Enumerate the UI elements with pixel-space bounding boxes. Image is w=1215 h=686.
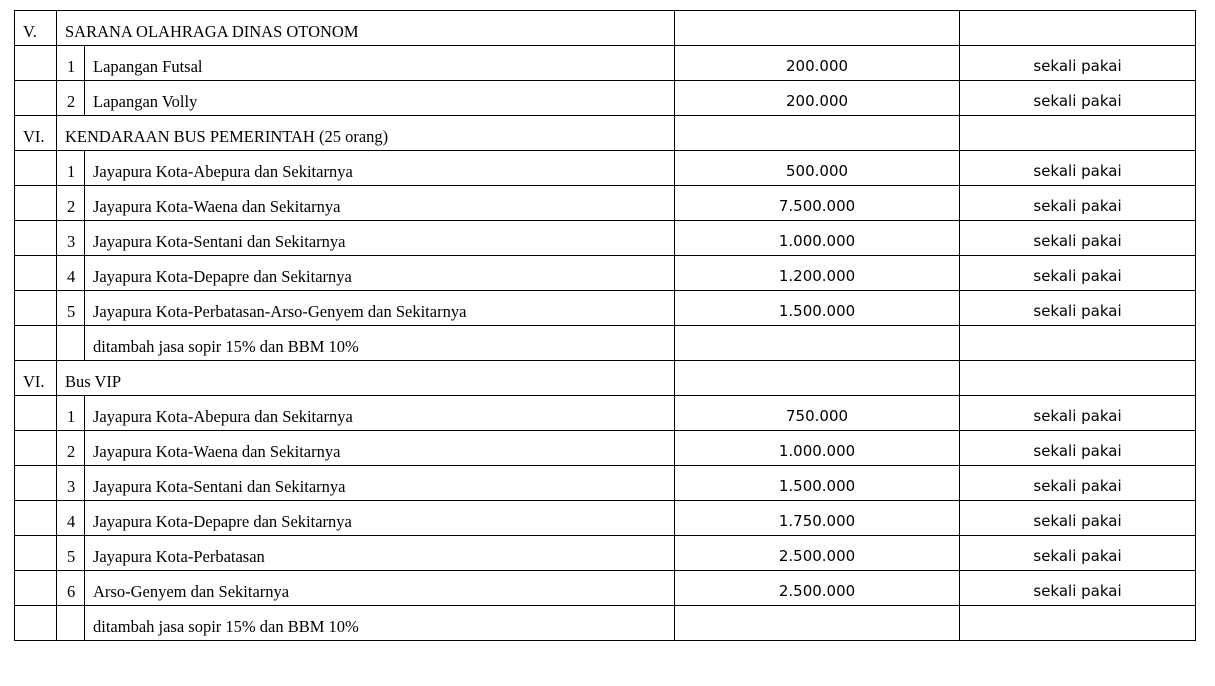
item-description: Arso-Genyem dan Sekitarnya (85, 571, 675, 606)
note-cell (960, 116, 1196, 151)
blank-cell (15, 536, 57, 571)
section-header-row (15, 361, 1196, 396)
item-note: sekali pakai (960, 46, 1196, 81)
item-description: Jayapura Kota-Waena dan Sekitarnya (85, 186, 675, 221)
item-amount: 7.500.000 (675, 186, 960, 221)
table-row (15, 186, 1196, 221)
item-note (960, 606, 1196, 641)
item-number (57, 326, 85, 361)
item-description: Jayapura Kota-Depapre dan Sekitarnya (85, 256, 675, 291)
blank-cell (15, 326, 57, 361)
item-note: sekali pakai (960, 466, 1196, 501)
item-note: sekali pakai (960, 571, 1196, 606)
section-number: VI. (15, 116, 57, 151)
item-amount: 1.750.000 (675, 501, 960, 536)
section-header-row (15, 11, 1196, 46)
section-number: V. (15, 11, 57, 46)
item-number: 2 (57, 186, 85, 221)
tariff-table (14, 10, 1196, 641)
note-cell (960, 361, 1196, 396)
item-number: 4 (57, 501, 85, 536)
item-amount: 1.200.000 (675, 256, 960, 291)
item-description: Jayapura Kota-Abepura dan Sekitarnya (85, 396, 675, 431)
item-amount: 750.000 (675, 396, 960, 431)
blank-cell (15, 151, 57, 186)
item-note: sekali pakai (960, 151, 1196, 186)
item-description: Jayapura Kota-Perbatasan (85, 536, 675, 571)
item-note: sekali pakai (960, 221, 1196, 256)
item-note: sekali pakai (960, 256, 1196, 291)
item-description: Jayapura Kota-Sentani dan Sekitarnya (85, 221, 675, 256)
blank-cell (15, 221, 57, 256)
blank-cell (15, 606, 57, 641)
item-amount: 1.000.000 (675, 221, 960, 256)
blank-cell (15, 466, 57, 501)
section-number: VI. (15, 361, 57, 396)
blank-cell (15, 431, 57, 466)
amount-cell (675, 116, 960, 151)
table-row (15, 256, 1196, 291)
note-cell (960, 11, 1196, 46)
item-note: sekali pakai (960, 291, 1196, 326)
item-number: 1 (57, 46, 85, 81)
item-note (960, 326, 1196, 361)
section-header-row (15, 116, 1196, 151)
blank-cell (15, 81, 57, 116)
item-note: sekali pakai (960, 501, 1196, 536)
footnote-row (15, 326, 1196, 361)
item-amount (675, 326, 960, 361)
item-number: 5 (57, 291, 85, 326)
blank-cell (15, 256, 57, 291)
item-description: Jayapura Kota-Perbatasan-Arso-Genyem dan Sekitarnya (85, 291, 675, 326)
item-amount: 1.000.000 (675, 431, 960, 466)
section-title: SARANA OLAHRAGA DINAS OTONOM (57, 11, 675, 46)
item-note: sekali pakai (960, 536, 1196, 571)
item-number (57, 606, 85, 641)
item-number: 3 (57, 466, 85, 501)
item-amount (675, 606, 960, 641)
item-description: Jayapura Kota-Waena dan Sekitarnya (85, 431, 675, 466)
table-row (15, 151, 1196, 186)
section-title: Bus VIP (57, 361, 675, 396)
item-note: sekali pakai (960, 81, 1196, 116)
item-number: 2 (57, 81, 85, 116)
footnote-text: ditambah jasa sopir 15% dan BBM 10% (85, 606, 675, 641)
item-description: Jayapura Kota-Depapre dan Sekitarnya (85, 501, 675, 536)
blank-cell (15, 291, 57, 326)
item-number: 6 (57, 571, 85, 606)
blank-cell (15, 396, 57, 431)
table-row (15, 431, 1196, 466)
item-description: Jayapura Kota-Sentani dan Sekitarnya (85, 466, 675, 501)
item-amount: 2.500.000 (675, 536, 960, 571)
item-note: sekali pakai (960, 431, 1196, 466)
table-row (15, 536, 1196, 571)
table-row (15, 501, 1196, 536)
tariff-table-body (15, 11, 1196, 641)
item-number: 4 (57, 256, 85, 291)
item-note: sekali pakai (960, 396, 1196, 431)
table-row (15, 81, 1196, 116)
blank-cell (15, 186, 57, 221)
item-description: Lapangan Volly (85, 81, 675, 116)
table-row (15, 46, 1196, 81)
item-amount: 1.500.000 (675, 466, 960, 501)
item-amount: 200.000 (675, 81, 960, 116)
item-number: 5 (57, 536, 85, 571)
item-note: sekali pakai (960, 186, 1196, 221)
blank-cell (15, 46, 57, 81)
item-number: 3 (57, 221, 85, 256)
item-amount: 200.000 (675, 46, 960, 81)
amount-cell (675, 361, 960, 396)
item-amount: 500.000 (675, 151, 960, 186)
item-amount: 1.500.000 (675, 291, 960, 326)
table-row (15, 396, 1196, 431)
section-title: KENDARAAN BUS PEMERINTAH (25 orang) (57, 116, 675, 151)
table-row (15, 571, 1196, 606)
footnote-text: ditambah jasa sopir 15% dan BBM 10% (85, 326, 675, 361)
amount-cell (675, 11, 960, 46)
blank-cell (15, 501, 57, 536)
table-row (15, 291, 1196, 326)
item-number: 1 (57, 151, 85, 186)
item-number: 2 (57, 431, 85, 466)
item-number: 1 (57, 396, 85, 431)
item-amount: 2.500.000 (675, 571, 960, 606)
item-description: Lapangan Futsal (85, 46, 675, 81)
table-row (15, 221, 1196, 256)
table-row (15, 466, 1196, 501)
item-description: Jayapura Kota-Abepura dan Sekitarnya (85, 151, 675, 186)
blank-cell (15, 571, 57, 606)
footnote-row (15, 606, 1196, 641)
